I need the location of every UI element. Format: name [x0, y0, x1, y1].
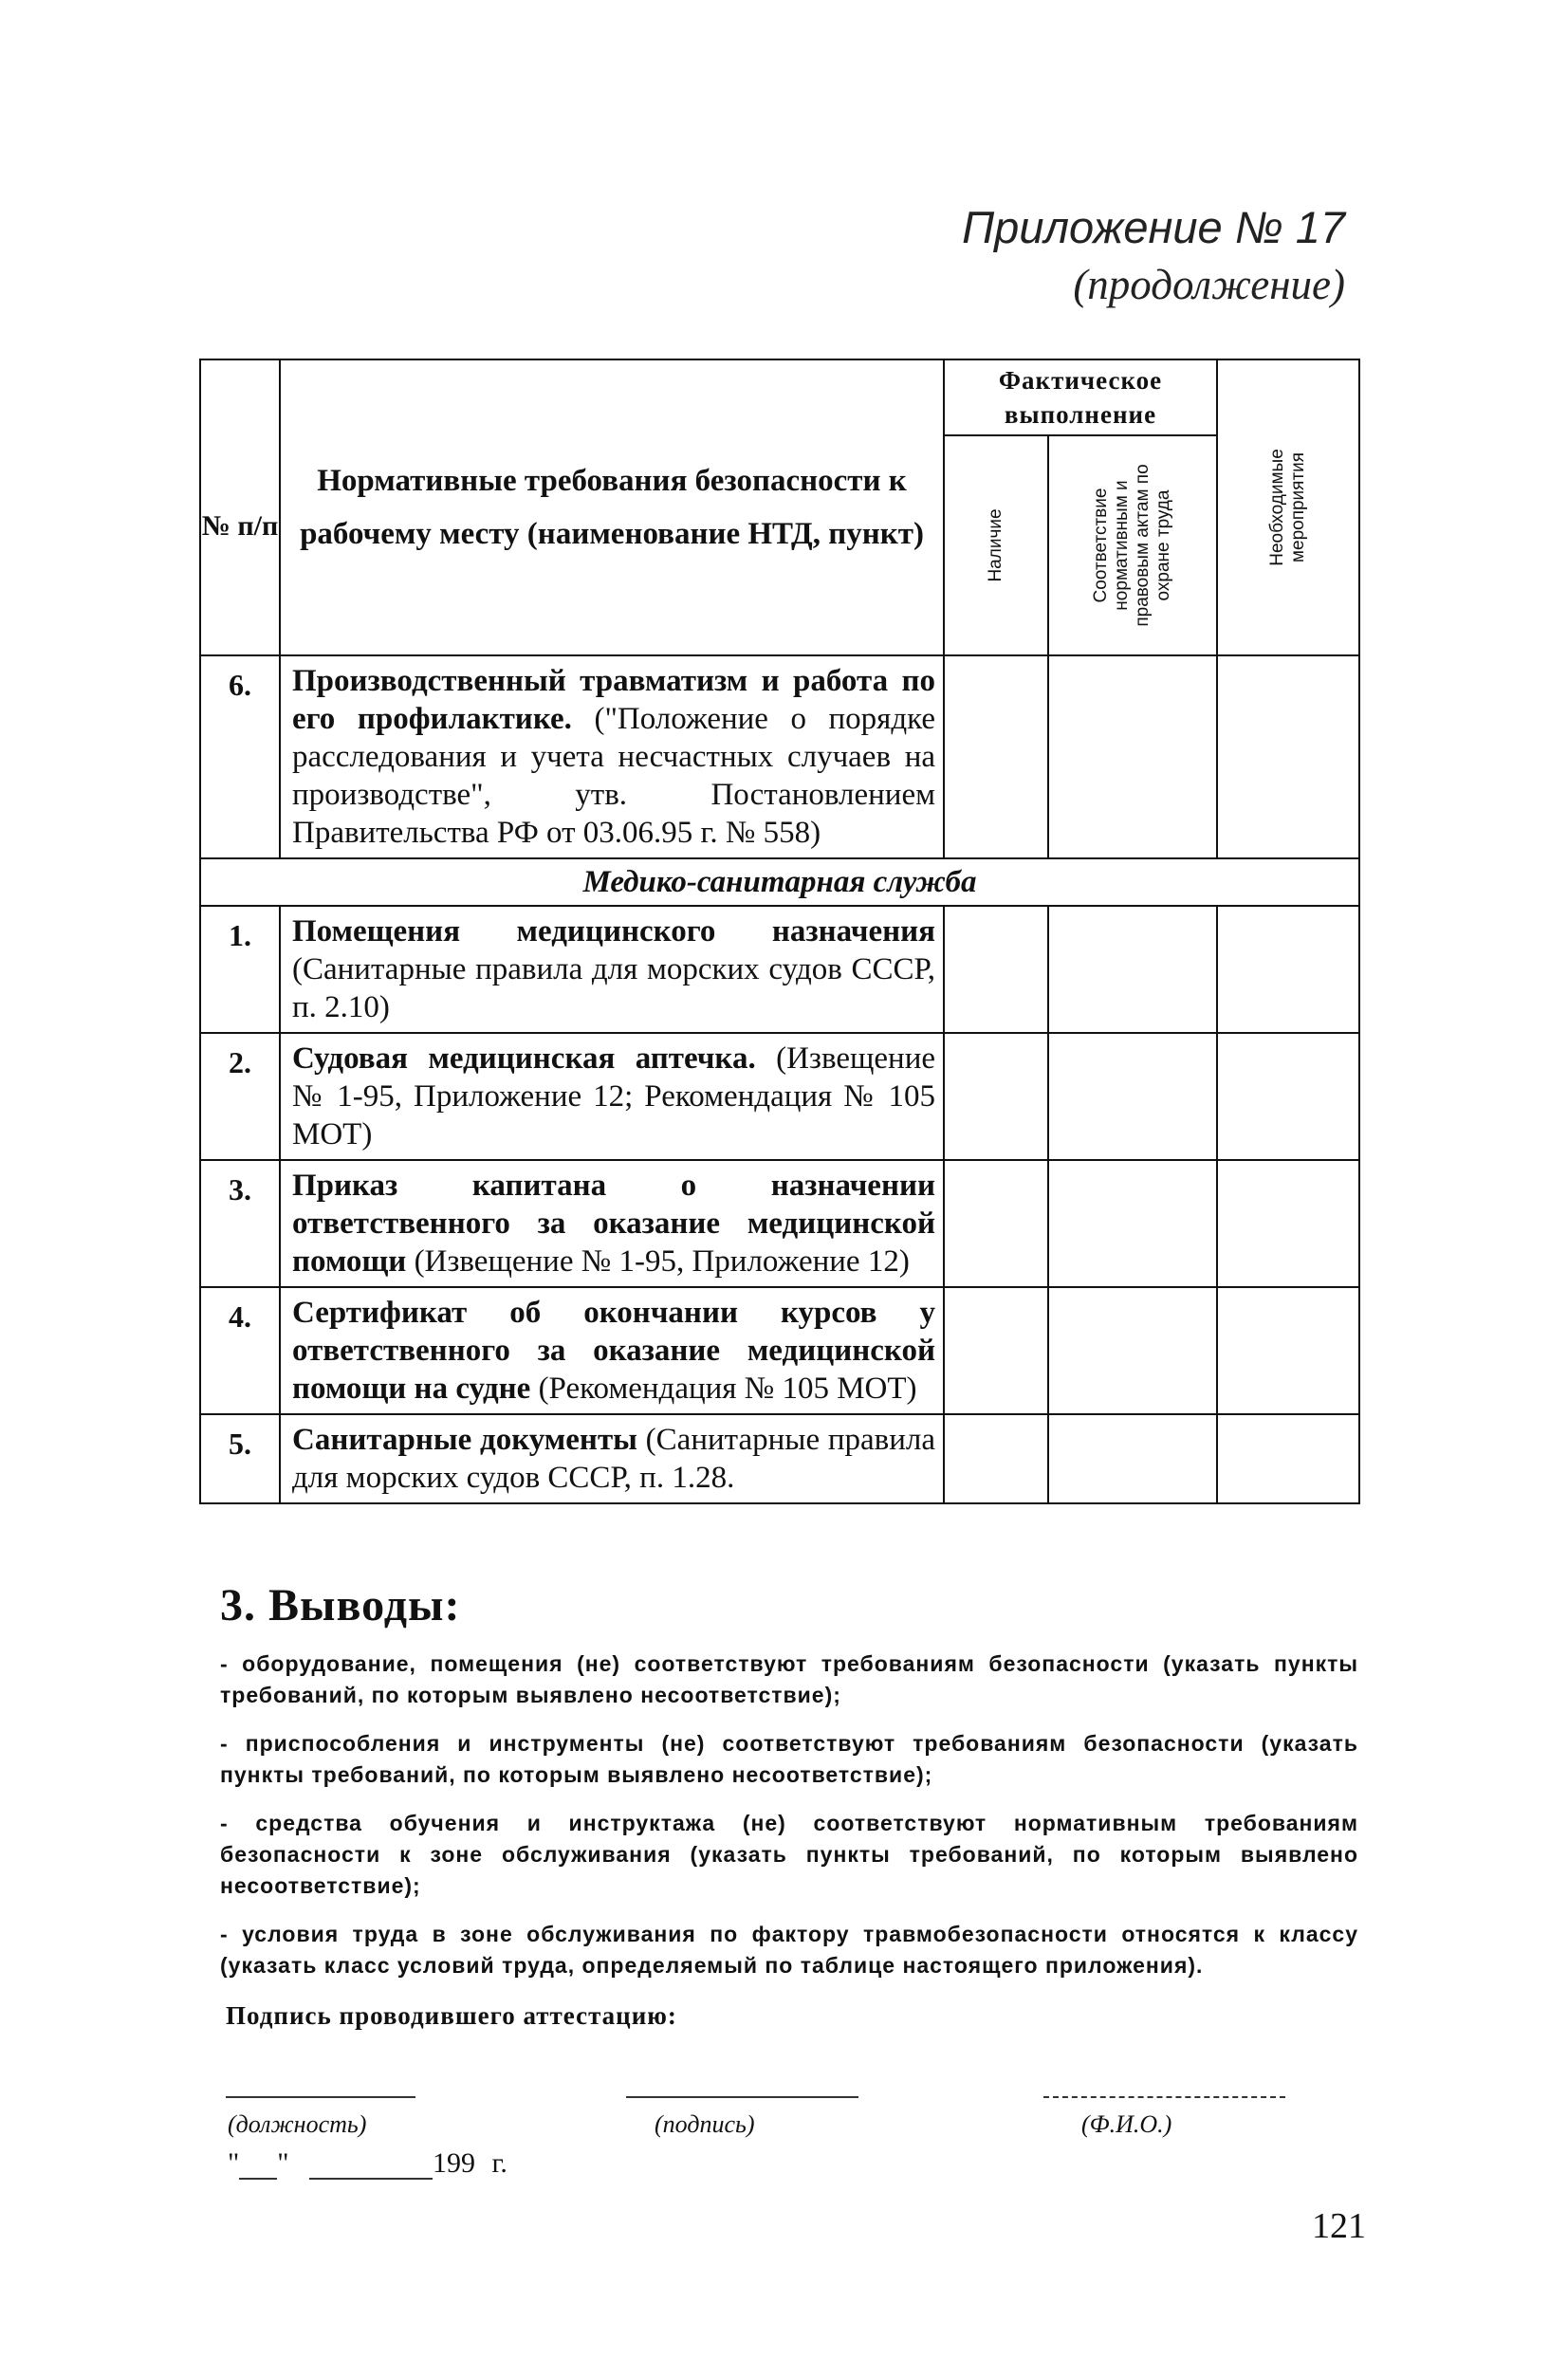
cell-measures[interactable] [1217, 655, 1359, 858]
cell-compliance[interactable] [1048, 1414, 1217, 1503]
header-num: № п/п [200, 359, 280, 655]
cell-compliance[interactable] [1048, 1287, 1217, 1414]
header-actual: Фактическое выполнение [944, 359, 1217, 435]
row-requirement [280, 906, 944, 1033]
conclusion-item: - условия труда в зоне обслуживания по фактору травмобезопасности относятся к классу (указать класс условий труда, определяемый по таблице настоящего приложения). [220, 1922, 1358, 1978]
appendix-heading [962, 199, 1345, 313]
row-requirement-ref: (Извещение № 1-95, Приложение 12; Рекомендация № 105 МОТ) [292, 1041, 936, 1151]
date-suffix: г. [491, 2147, 507, 2179]
row-num: 4. [200, 1287, 280, 1414]
cell-presence[interactable] [944, 655, 1048, 858]
table-row [200, 1414, 1359, 1503]
cell-measures[interactable] [1217, 1160, 1359, 1287]
row-num: 3. [200, 1160, 280, 1287]
row-requirement [280, 1033, 944, 1160]
cell-measures[interactable] [1217, 1414, 1359, 1503]
row-requirement [280, 655, 944, 858]
row-requirement [280, 1160, 944, 1287]
cell-presence[interactable] [944, 1160, 1048, 1287]
row-num: 1. [200, 906, 280, 1033]
row-requirement-title: Сертификат об окончании курсов у ответственного за оказание медицинской помощи на судне [292, 1296, 935, 1406]
section-row [200, 858, 1359, 906]
signature-label: (подпись) [655, 2110, 755, 2138]
cell-compliance[interactable] [1048, 1033, 1217, 1160]
cell-compliance[interactable] [1048, 655, 1217, 858]
row-num: 5. [200, 1414, 280, 1503]
date-month-blank[interactable] [309, 2146, 433, 2180]
cell-compliance[interactable] [1048, 906, 1217, 1033]
row-requirement [280, 1287, 944, 1414]
appendix-subtitle: (продолжение) [1073, 261, 1345, 308]
date-quote-close: " [277, 2147, 289, 2179]
date-day-blank[interactable] [239, 2146, 277, 2180]
table-row [200, 1287, 1359, 1414]
cell-presence[interactable] [944, 1414, 1048, 1503]
cell-measures[interactable] [1217, 1287, 1359, 1414]
header-measures: Необходимые мероприятия [1267, 449, 1308, 566]
date-year: 199 [433, 2147, 475, 2179]
table-row [200, 655, 1359, 858]
header-presence-cell [944, 435, 1048, 655]
cell-presence[interactable] [944, 1033, 1048, 1160]
name-label: (Ф.И.О.) [1081, 2110, 1172, 2138]
row-requirement-title: Помещения медицинского назначения [292, 914, 935, 949]
name-line[interactable] [1043, 2096, 1285, 2098]
position-line[interactable] [226, 2096, 415, 2098]
row-requirement-ref: (Санитарные правила для морских судов СССР, п. 2.10) [292, 952, 935, 1024]
table-header-row [200, 359, 1359, 435]
date-line [228, 2146, 507, 2180]
signature-line[interactable] [626, 2096, 858, 2098]
row-requirement-title: Производственный травматизм и работа по его профилактике. [292, 664, 935, 736]
conclusions-section [220, 1579, 1358, 1998]
header-presence: Наличие [986, 508, 1005, 582]
row-num: 2. [200, 1033, 280, 1160]
cell-presence[interactable] [944, 906, 1048, 1033]
cell-presence[interactable] [944, 1287, 1048, 1414]
row-requirement [280, 1414, 944, 1503]
requirements-table [199, 359, 1360, 1504]
row-requirement-ref: (Рекомендация № 105 МОТ) [538, 1372, 917, 1406]
cell-measures[interactable] [1217, 1033, 1359, 1160]
header-compliance: Соответствие нормативным и правовым актам по охране труда [1091, 464, 1173, 627]
conclusion-item: - средства обучения и инструктажа (не) соответствуют нормативным требованиям безопасности к зоне обслуживания (указать пункты требований, по которым выявлено несоответствие); [220, 1811, 1358, 1898]
header-measures-cell [1217, 359, 1359, 655]
conclusion-item: - приспособления и инструменты (не) соответствуют требованиям безопасности (указать пункты требований, по которым выявлено несоответствие); [220, 1731, 1358, 1787]
row-requirement-title: Приказ капитана о назначении ответственного за оказание медицинской помощи [292, 1169, 935, 1279]
row-requirement-title: Санитарные документы [292, 1423, 637, 1457]
header-requirements: Нормативные требования безопасности к рабочему месту (наименование НТД, пункт) [280, 359, 944, 655]
cell-measures[interactable] [1217, 906, 1359, 1033]
page-number: 121 [1312, 2206, 1366, 2246]
conclusion-item: - оборудование, помещения (не) соответствуют требованиям безопасности (указать пункты требований, по которым выявлено несоответствие); [220, 1651, 1358, 1707]
section-title: Медико-санитарная служба [200, 858, 1359, 906]
position-label: (должность) [228, 2110, 367, 2138]
table-row [200, 1033, 1359, 1160]
signature-title: Подпись проводившего аттестацию: [226, 2001, 677, 2030]
row-requirement-ref: (Санитарные правила для морских судов СССР, п. 1.28. [292, 1423, 935, 1495]
row-requirement-ref: ("Положение о порядке расследования и учета несчастных случаев на производстве", утв. Постановлением Правительства РФ от 03.06.95 г. № 558) [292, 702, 935, 850]
date-quote-open: " [228, 2147, 240, 2179]
conclusions-heading: 3. Выводы: [220, 1580, 461, 1630]
cell-compliance[interactable] [1048, 1160, 1217, 1287]
table-row [200, 906, 1359, 1033]
header-compliance-cell [1048, 435, 1217, 655]
appendix-title: Приложение № 17 [962, 202, 1345, 252]
row-requirement-title: Судовая медицинская аптечка. [292, 1041, 756, 1076]
row-requirement-ref: (Извещение № 1-95, Приложение 12) [414, 1244, 910, 1279]
table-row [200, 1160, 1359, 1287]
row-num: 6. [200, 655, 280, 858]
